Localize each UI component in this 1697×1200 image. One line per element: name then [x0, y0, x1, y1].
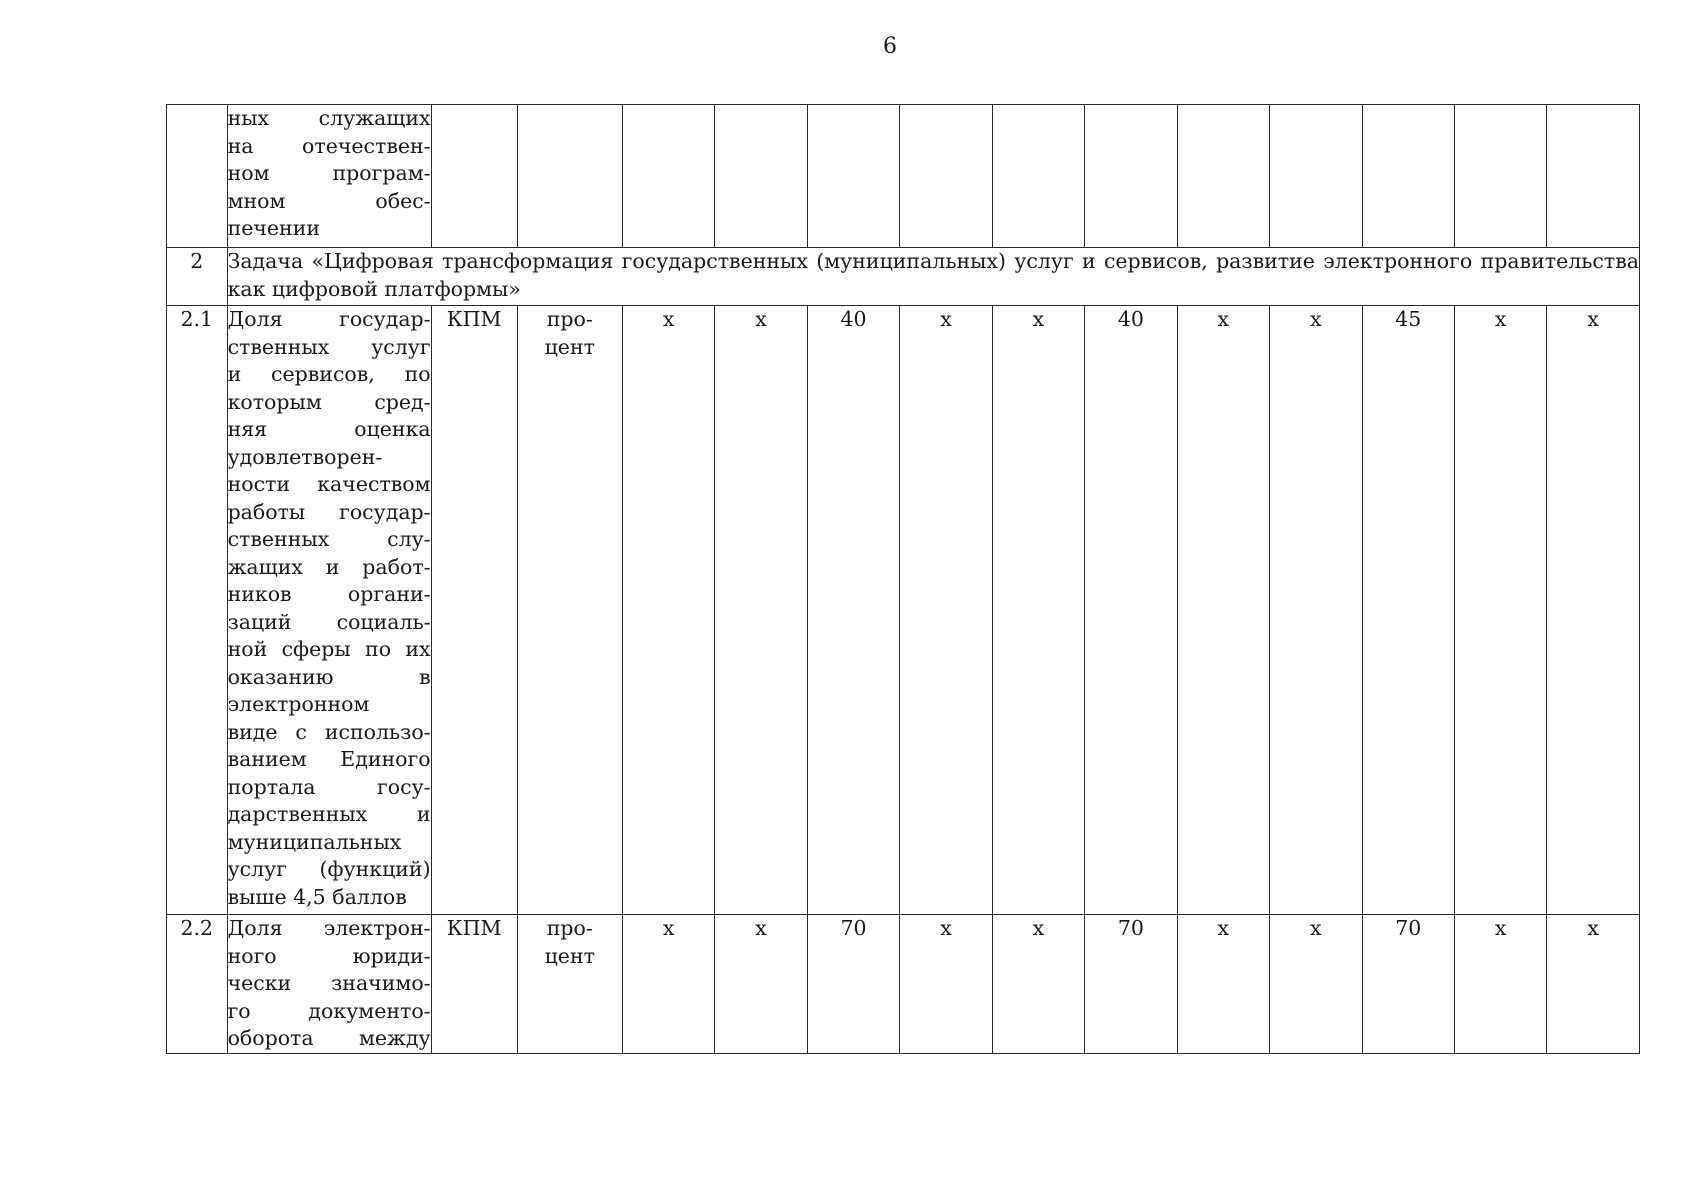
- indicator-name: [227, 915, 431, 1054]
- indicator-name-line: ственных слу-: [227, 527, 431, 551]
- indicator-source: КПМ: [431, 306, 517, 915]
- value-cell: [807, 105, 899, 248]
- indicator-name: [227, 306, 431, 915]
- indicator-name-line: виде с использо-: [227, 719, 431, 744]
- indicator-name-line: печении: [227, 216, 321, 240]
- unit-line: цент: [544, 334, 595, 359]
- value-cell: [1547, 105, 1640, 248]
- indicator-name-line: выше 4,5 баллов: [227, 884, 407, 909]
- indicator-name-line: ванием Единого: [227, 747, 431, 771]
- indicator-name-line: ного юриди-: [227, 943, 431, 968]
- row-number: 2.2: [167, 915, 228, 1054]
- value-cell: x: [992, 306, 1084, 915]
- row-number: 2: [167, 248, 228, 306]
- value-cell: x: [715, 306, 807, 915]
- value-cell: [715, 105, 807, 248]
- value-cell: [622, 105, 714, 248]
- indicator-name-line: го документо-: [227, 998, 431, 1023]
- indicator-name-line: чески значимо-: [227, 971, 431, 995]
- unit-line: про-: [546, 916, 593, 940]
- task-title: Задача «Цифровая трансформация государственных (муниципальных) услуг и сервисов, развитие электронного правительства как цифровой платформы»: [227, 248, 1639, 306]
- indicator-name-line: электронном: [227, 692, 370, 716]
- value-cell: [992, 105, 1084, 248]
- indicator-name-line: муниципальных: [227, 829, 402, 854]
- value-cell: x: [715, 915, 807, 1054]
- value-cell: x: [622, 915, 714, 1054]
- indicator-name-line: ности качеством: [227, 472, 431, 496]
- indicator-name-line: портала госу-: [227, 774, 431, 799]
- value-cell: x: [1177, 306, 1269, 915]
- indicator-name-line: няя оценка: [227, 417, 431, 441]
- value-cell: [1270, 105, 1362, 248]
- indicator-name-line: на отечествен-: [227, 133, 431, 158]
- value-cell: 70: [1085, 915, 1177, 1054]
- value-cell: [1454, 105, 1546, 248]
- indicator-unit: [517, 105, 622, 248]
- table-row: [167, 306, 1640, 915]
- task-row: [167, 248, 1640, 306]
- value-cell: x: [1547, 915, 1640, 1054]
- value-cell: x: [1454, 915, 1546, 1054]
- indicator-name-line: ной сферы по их: [227, 637, 431, 661]
- indicator-name-line: ном програм-: [227, 161, 431, 185]
- unit-line: цент: [544, 943, 595, 968]
- value-cell: 40: [807, 306, 899, 915]
- value-cell: x: [992, 915, 1084, 1054]
- indicator-name-line: мном обес-: [227, 188, 431, 213]
- value-cell: x: [1177, 915, 1269, 1054]
- value-cell: x: [1547, 306, 1640, 915]
- value-cell: x: [622, 306, 714, 915]
- indicator-name-line: заций социаль-: [227, 609, 431, 634]
- value-cell: 40: [1085, 306, 1177, 915]
- value-cell: [1085, 105, 1177, 248]
- indicator-name-line: удовлетворен-: [227, 444, 383, 469]
- indicator-name-line: и сервисов, по: [227, 362, 431, 386]
- indicator-name-line: ников органи-: [227, 582, 431, 606]
- indicator-name-line: работы государ-: [227, 499, 431, 524]
- value-cell: 70: [1362, 915, 1454, 1054]
- page-number: 6: [883, 34, 897, 59]
- indicator-name-line: Доля электрон-: [227, 916, 431, 940]
- indicator-name-line: оборота между: [227, 1026, 431, 1050]
- indicator-name-line: услуг (функций): [227, 857, 431, 881]
- value-cell: [900, 105, 992, 248]
- indicator-source: КПМ: [431, 915, 517, 1054]
- row-number: [167, 105, 228, 248]
- value-cell: 45: [1362, 306, 1454, 915]
- indicators-table: [166, 104, 1640, 1054]
- value-cell: x: [1270, 306, 1362, 915]
- unit-line: про-: [546, 307, 593, 331]
- indicator-name-line: жащих и работ-: [227, 554, 431, 579]
- value-cell: [1362, 105, 1454, 248]
- indicator-name-line: которым сред-: [227, 389, 431, 414]
- value-cell: [1177, 105, 1269, 248]
- value-cell: 70: [807, 915, 899, 1054]
- indicator-name-line: оказанию в: [227, 664, 431, 689]
- indicator-name-line: Доля государ-: [227, 307, 431, 331]
- indicator-unit: [517, 306, 622, 915]
- indicator-name-line: дарственных и: [227, 802, 431, 826]
- row-number: 2.1: [167, 306, 228, 915]
- indicator-name: [227, 105, 431, 248]
- value-cell: x: [900, 915, 992, 1054]
- indicator-source: [431, 105, 517, 248]
- indicator-unit: [517, 915, 622, 1054]
- table-row: [167, 105, 1640, 248]
- indicator-name-line: ных служащих: [227, 106, 431, 130]
- value-cell: x: [1454, 306, 1546, 915]
- value-cell: x: [1270, 915, 1362, 1054]
- indicator-name-line: ственных услуг: [227, 334, 431, 359]
- value-cell: x: [900, 306, 992, 915]
- table-row: [167, 915, 1640, 1054]
